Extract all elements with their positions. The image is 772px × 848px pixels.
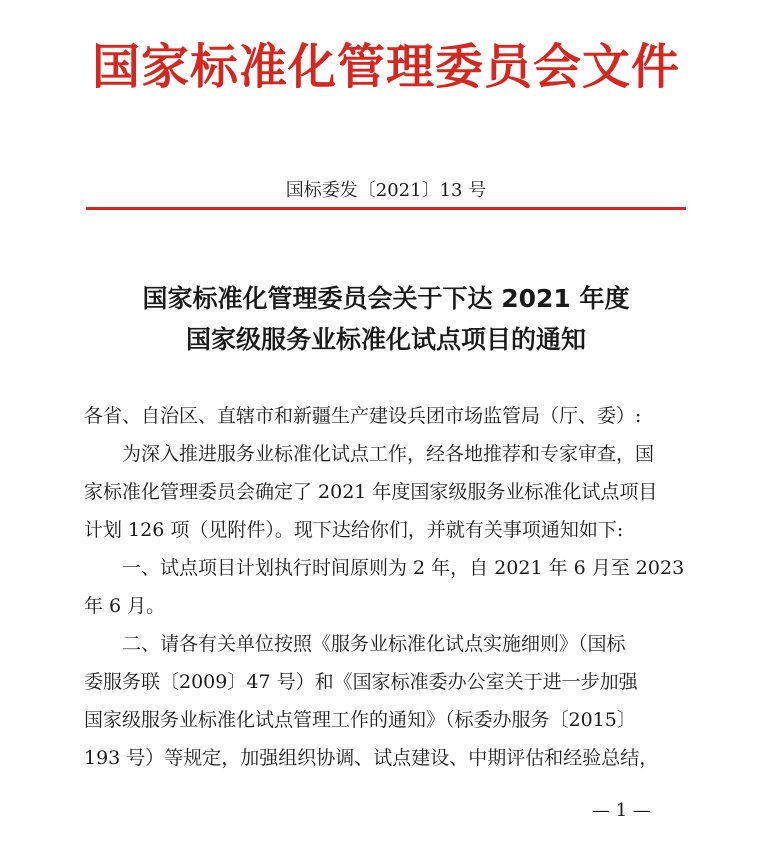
body-line: 二、请各有关单位按照《服务业标准化试点实施细则》（国标 (122, 633, 626, 655)
body-line: 计划 126 项（见附件）。现下达给你们，并就有关事项通知如下: (84, 519, 624, 541)
body-line: 委服务联〔2009〕47 号）和《国家标准委办公室关于进一步加强 (84, 671, 638, 693)
body-line: 一、试点项目计划执行时间原则为 2 年，自 2021 年 6 月至 2023 (122, 557, 685, 579)
masthead-title: 国家标准化管理委员会文件 (91, 39, 680, 95)
notice-body (84, 397, 704, 777)
salutation-line: 各省、自治区、直辖市和新疆生产建设兵团市场监管局（厅、委）: (84, 405, 642, 427)
notice-title-line-1: 国家标准化管理委员会关于下达 2021 年度 (142, 284, 630, 313)
red-separator-line (86, 207, 686, 210)
notice-title-line-2: 国家级服务业标准化试点项目的通知 (185, 325, 586, 354)
page-number: — 1 — (592, 800, 651, 821)
body-line: 193 号）等规定，加强组织协调、试点建设、中期评估和经验总结， (84, 747, 659, 769)
body-line: 为深入推进服务业标准化试点工作，经各地推荐和专家审查，国 (122, 443, 655, 465)
body-line: 家标准化管理委员会确定了 2021 年度国家级服务业标准化试点项目 (84, 481, 658, 503)
document-number: 国标委发〔2021〕13 号 (285, 180, 487, 201)
body-line: 国家级服务业标准化试点管理工作的通知》（标委办服务〔2015〕 (84, 709, 636, 731)
body-line: 年 6 月。 (84, 595, 166, 617)
